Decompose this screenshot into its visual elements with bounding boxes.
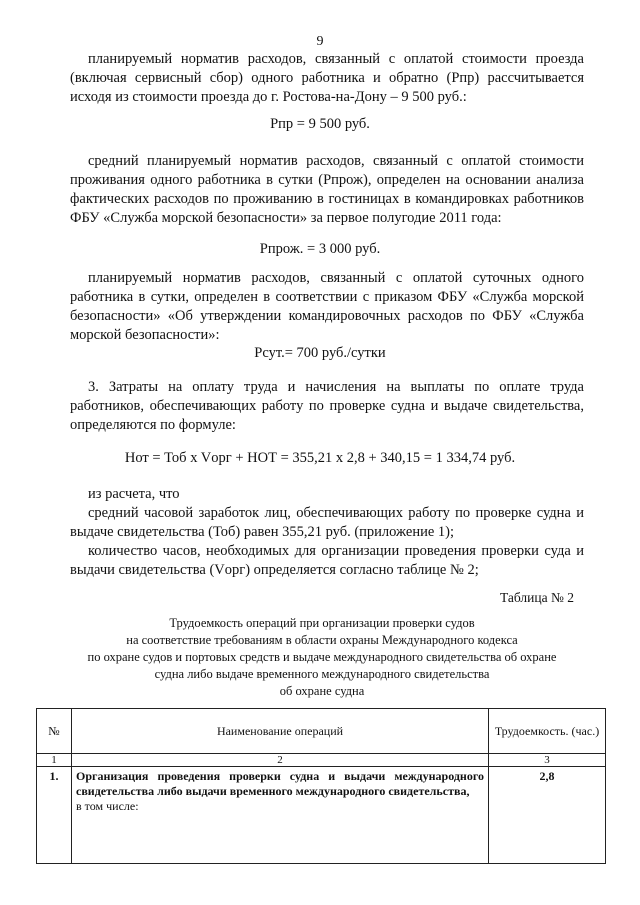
index-cell: 1 bbox=[37, 754, 72, 767]
table-label: Таблица № 2 bbox=[500, 590, 574, 605]
labor-intensity-table bbox=[36, 708, 606, 864]
formula-labor: Hот = Тоб x Vорг + НОТ = 355,21 x 2,8 + 340,15 = 1 334,74 руб. bbox=[124, 450, 516, 466]
table-row bbox=[37, 767, 606, 864]
paragraph-hourly-wage: средний часовой заработок лиц, обеспечивающих работу по проверке судна и выдаче свидетельства (Тоб) равен 355,21 руб. (приложение 1); bbox=[70, 505, 584, 540]
paragraph-travel-cost: планируемый норматив расходов, связанный с оплатой стоимости проезда (включая сервисный сбор) одного работника и обратно (Pпр) рассчитывается исходя из стоимости проезда до г. Ростова-на-Дону – 9 500 руб.: bbox=[70, 51, 584, 105]
caption-line: об охране судна bbox=[279, 684, 365, 698]
row-operation-title: Организация проведения проверки судна и выдачи международного свидетельства либо выдачи временного международного свидетельства, bbox=[76, 769, 484, 798]
index-cell: 3 bbox=[489, 754, 606, 767]
formula-travel: Pпр = 9 500 руб. bbox=[270, 116, 370, 132]
caption-line: на соответствие требованиям в области охраны Международного кодекса bbox=[126, 633, 518, 647]
header-labor-hours: Трудоемкость. (час.) bbox=[489, 709, 606, 754]
formula-per-diem: Pсут.= 700 руб./сутки bbox=[254, 345, 386, 361]
header-operation-name: Наименование операций bbox=[72, 709, 489, 754]
caption-line: Трудоемкость операций при организации проверки судов bbox=[169, 616, 475, 630]
caption-line: судна либо выдаче временного международного свидетельства bbox=[154, 667, 490, 681]
paragraph-from-calc: из расчета, что bbox=[88, 486, 180, 502]
page-number: 9 bbox=[316, 34, 324, 49]
row-labor-value: 2,8 bbox=[489, 767, 606, 864]
table-index-row bbox=[37, 754, 606, 767]
index-cell: 2 bbox=[72, 754, 489, 767]
table-header-row bbox=[37, 709, 606, 754]
paragraph-per-diem: планируемый норматив расходов, связанный с оплатой суточных одного работника в сутки, определен в соответствии с приказом ФБУ «Служба морской безопасности» «Об утверждении командировочных расходов по ФБУ «Служба морской безопасности»: bbox=[70, 270, 584, 343]
caption-line: по охране судов и портовых средств и выдаче международного свидетельства об охране bbox=[87, 650, 557, 664]
paragraph-accommodation: средний планируемый норматив расходов, связанный с оплатой стоимости проживания одного работника в сутки (Pпрож), определен на основании анализа фактических расходов по проживанию в гостиницах в командировках работников ФБУ «Служба морской безопасности» за первое полугодие 2011 года: bbox=[70, 153, 584, 226]
row-number: 1. bbox=[37, 767, 72, 864]
paragraph-hours-count: количество часов, необходимых для организации проведения проверки суда и выдачи свидетельства (Vорг) определяется согласно таблице № 2; bbox=[70, 543, 584, 578]
row-operation-name bbox=[72, 767, 489, 864]
table-caption bbox=[60, 615, 584, 700]
row-operation-tail: в том числе: bbox=[76, 799, 139, 813]
paragraph-labor-cost: 3. Затраты на оплату труда и начисления на выплаты по оплате труда работников, обеспечивающих работу по проверке судна и выдаче свидетельства, определяются по формуле: bbox=[70, 379, 584, 433]
formula-accommodation: Pпрож. = 3 000 руб. bbox=[259, 241, 381, 257]
header-number: № bbox=[37, 709, 72, 754]
